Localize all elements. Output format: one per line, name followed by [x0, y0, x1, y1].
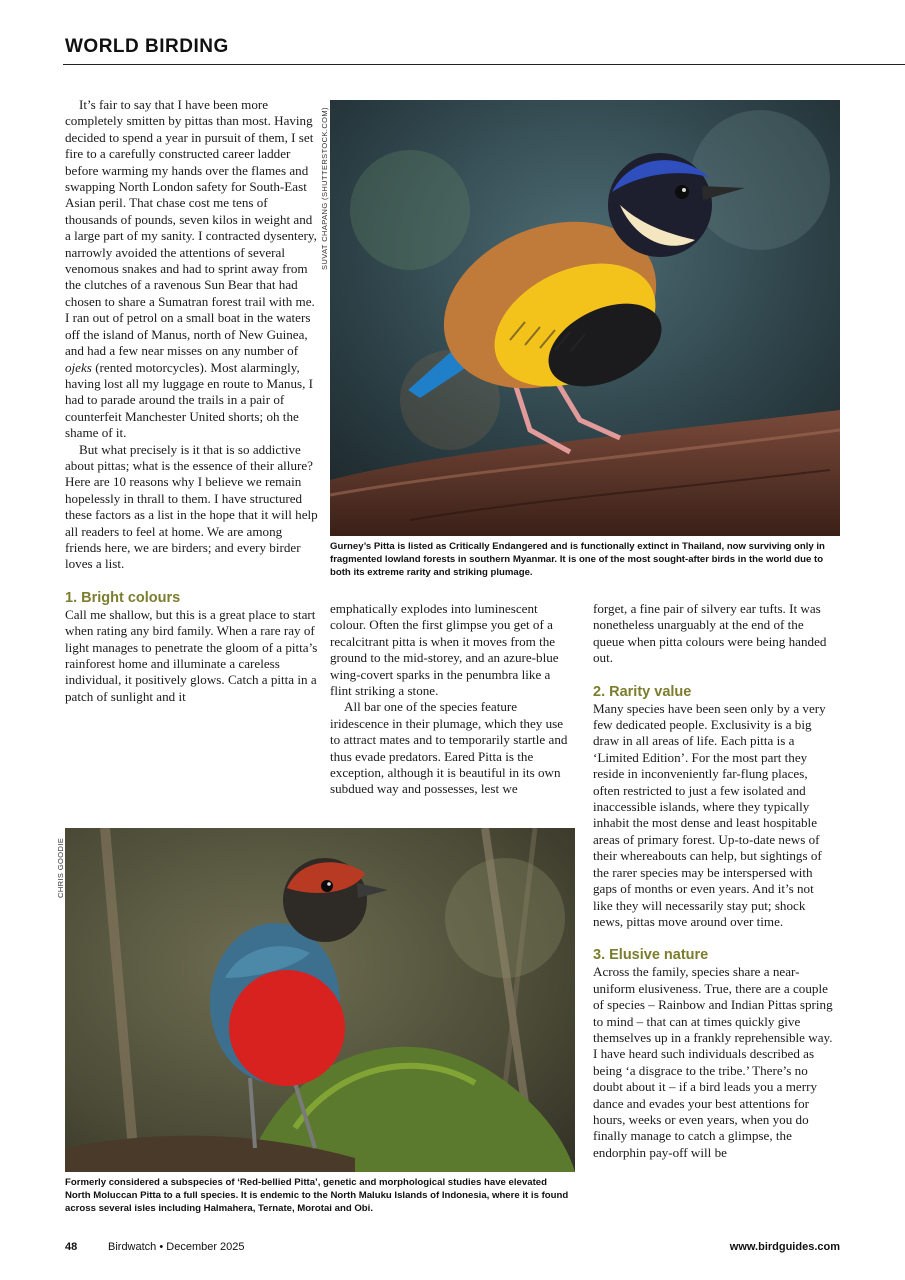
header-rule: [63, 64, 905, 65]
north-moluccan-pitta-illustration: [65, 828, 575, 1172]
page-number: 48: [65, 1241, 78, 1253]
paragraph: emphatically explodes into luminescent colour. Often the first glimpse you get of a recalcitrant pitta is when it moves from the ground to the mid-storey, and an azure-blue wing-covert sparks in the penumbra like a flint striking a stone.: [330, 601, 559, 699]
subheading-rarity-value: 2. Rarity value: [593, 683, 692, 700]
gurneys-pitta-photo: [330, 100, 840, 536]
gurneys-pitta-caption: Gurney’s Pitta is listed as Critically Endangered and is functionally extinct in Thailand, now surviving only in fragmented lowland forests in southern Myanmar. It is one of the most sought-after birds in the world due to both its extreme rarity and striking plumage.: [330, 541, 825, 578]
photo-credit: CHRIS GOODIE: [56, 837, 65, 898]
publication-info: Birdwatch • December 2025: [108, 1241, 245, 1253]
paragraph: Across the family, species share a near-uniform elusiveness. True, there are a couple of species – Rainbow and Indian Pittas spring to mind – that can at times quickly give themselves up in a frankly reprehensible way. I have heard such individuals described as being ‘a disgrace to the tribe.’ There’s no doubt about it – if a bird leads you a merry dance and evades your best attentions for hours, weeks or even years, when you do finally manage to catch a glimpse, the endorphin pay-off will be: [593, 964, 833, 1160]
subheading-elusive-nature: 3. Elusive nature: [593, 947, 709, 964]
north-moluccan-pitta-caption: Formerly considered a subspecies of ‘Red-bellied Pitta’, genetic and morphological studies have elevated North Moluccan Pitta to a full species. It is endemic to the North Maluku Islands of Indonesia, where it is found across several isles including Halmahera, Ternate, Morotai and Obi.: [65, 1177, 569, 1214]
paragraph: It’s fair to say that I have been more completely smitten by pittas than most. Having decided to spend a year in pursuit of them, I set fire to a carefully constructed career ladder before warming my hands over the flames and swapping North London safety for South-East Asian peril. That chase cost me tens of thousands of pounds, seven kilos in weight and a large part of my sanity. I contracted dysentery, narrowly avoided the attentions of several venomous snakes and had to sprint away from the clutches of a ravenous Sun Bear that had chosen to share a Sumatran forest trail with me. I ran out of petrol on a small boat in the waters off the island of Manus, north of New Guinea, and had a few near misses on any number of ojeks (rented motorcycles). Most alarmingly, having lost all my luggage en route to Manus, I had to parade around the trails in a pair of counterfeit Manchester United shorts; oh the shame of it.: [65, 97, 317, 441]
subheading-bright-colours: 1. Bright colours: [65, 589, 181, 606]
photo-credit: SUVAT CHAPANG (SHUTTERSTOCK.COM): [320, 107, 329, 270]
section-title: WORLD BIRDING: [65, 36, 229, 57]
article-column-2: [330, 601, 570, 798]
paragraph: Call me shallow, but this is a great place to start when rating any bird family. When a rare ray of light manages to penetrate the gloom of a pitta’s rainforest home and illuminate a careless individual, it positively glows. Catch a pitta in a patch of sunlight and it: [65, 606, 318, 704]
italic-term: ojeks: [65, 359, 92, 375]
paragraph: But what precisely is it that is so addictive about pittas; what is the essence of their allure? Here are 10 reasons why I believe we remain hopelessly in thrall to them. I have structured these factors as a list in the hope that it will help all readers to feel at home. We are among friends here, we are birders; and every birder loves a list.: [65, 441, 318, 572]
gurneys-pitta-illustration: [330, 100, 840, 536]
paragraph: Many species have been seen only by a very few dedicated people. Exclusivity is a big draw in all areas of life. Each pitta is a ‘Limited Edition’. For the most part they reside in inconveniently far-flung places, often restricted to just a few isolated and inaccessible islands, where they typically inhabit the most dense and least hospitable areas of primary forest. Up-to-date news of their whereabouts can help, but sightings of the rarer species may be interspersed with gaps of months or even years. And it’s not like they will necessarily stay put; shock news, pittas move around over time.: [593, 700, 826, 929]
paragraph: All bar one of the species feature iridescence in their plumage, which they use to attract mates and to temporarily startle and thus evade predators. Eared Pitta is the exception, although it is beautiful in its own subdued way and possesses, lest we: [330, 699, 568, 797]
website-link[interactable]: www.birdguides.com: [729, 1241, 840, 1253]
paragraph: forget, a fine pair of silvery ear tufts. It was nonetheless unarguably at the end of the queue when pitta colours were being handed out.: [593, 601, 827, 666]
article-column-3: [593, 601, 833, 1161]
north-moluccan-pitta-photo: [65, 828, 575, 1172]
article-column-1: [65, 97, 319, 705]
